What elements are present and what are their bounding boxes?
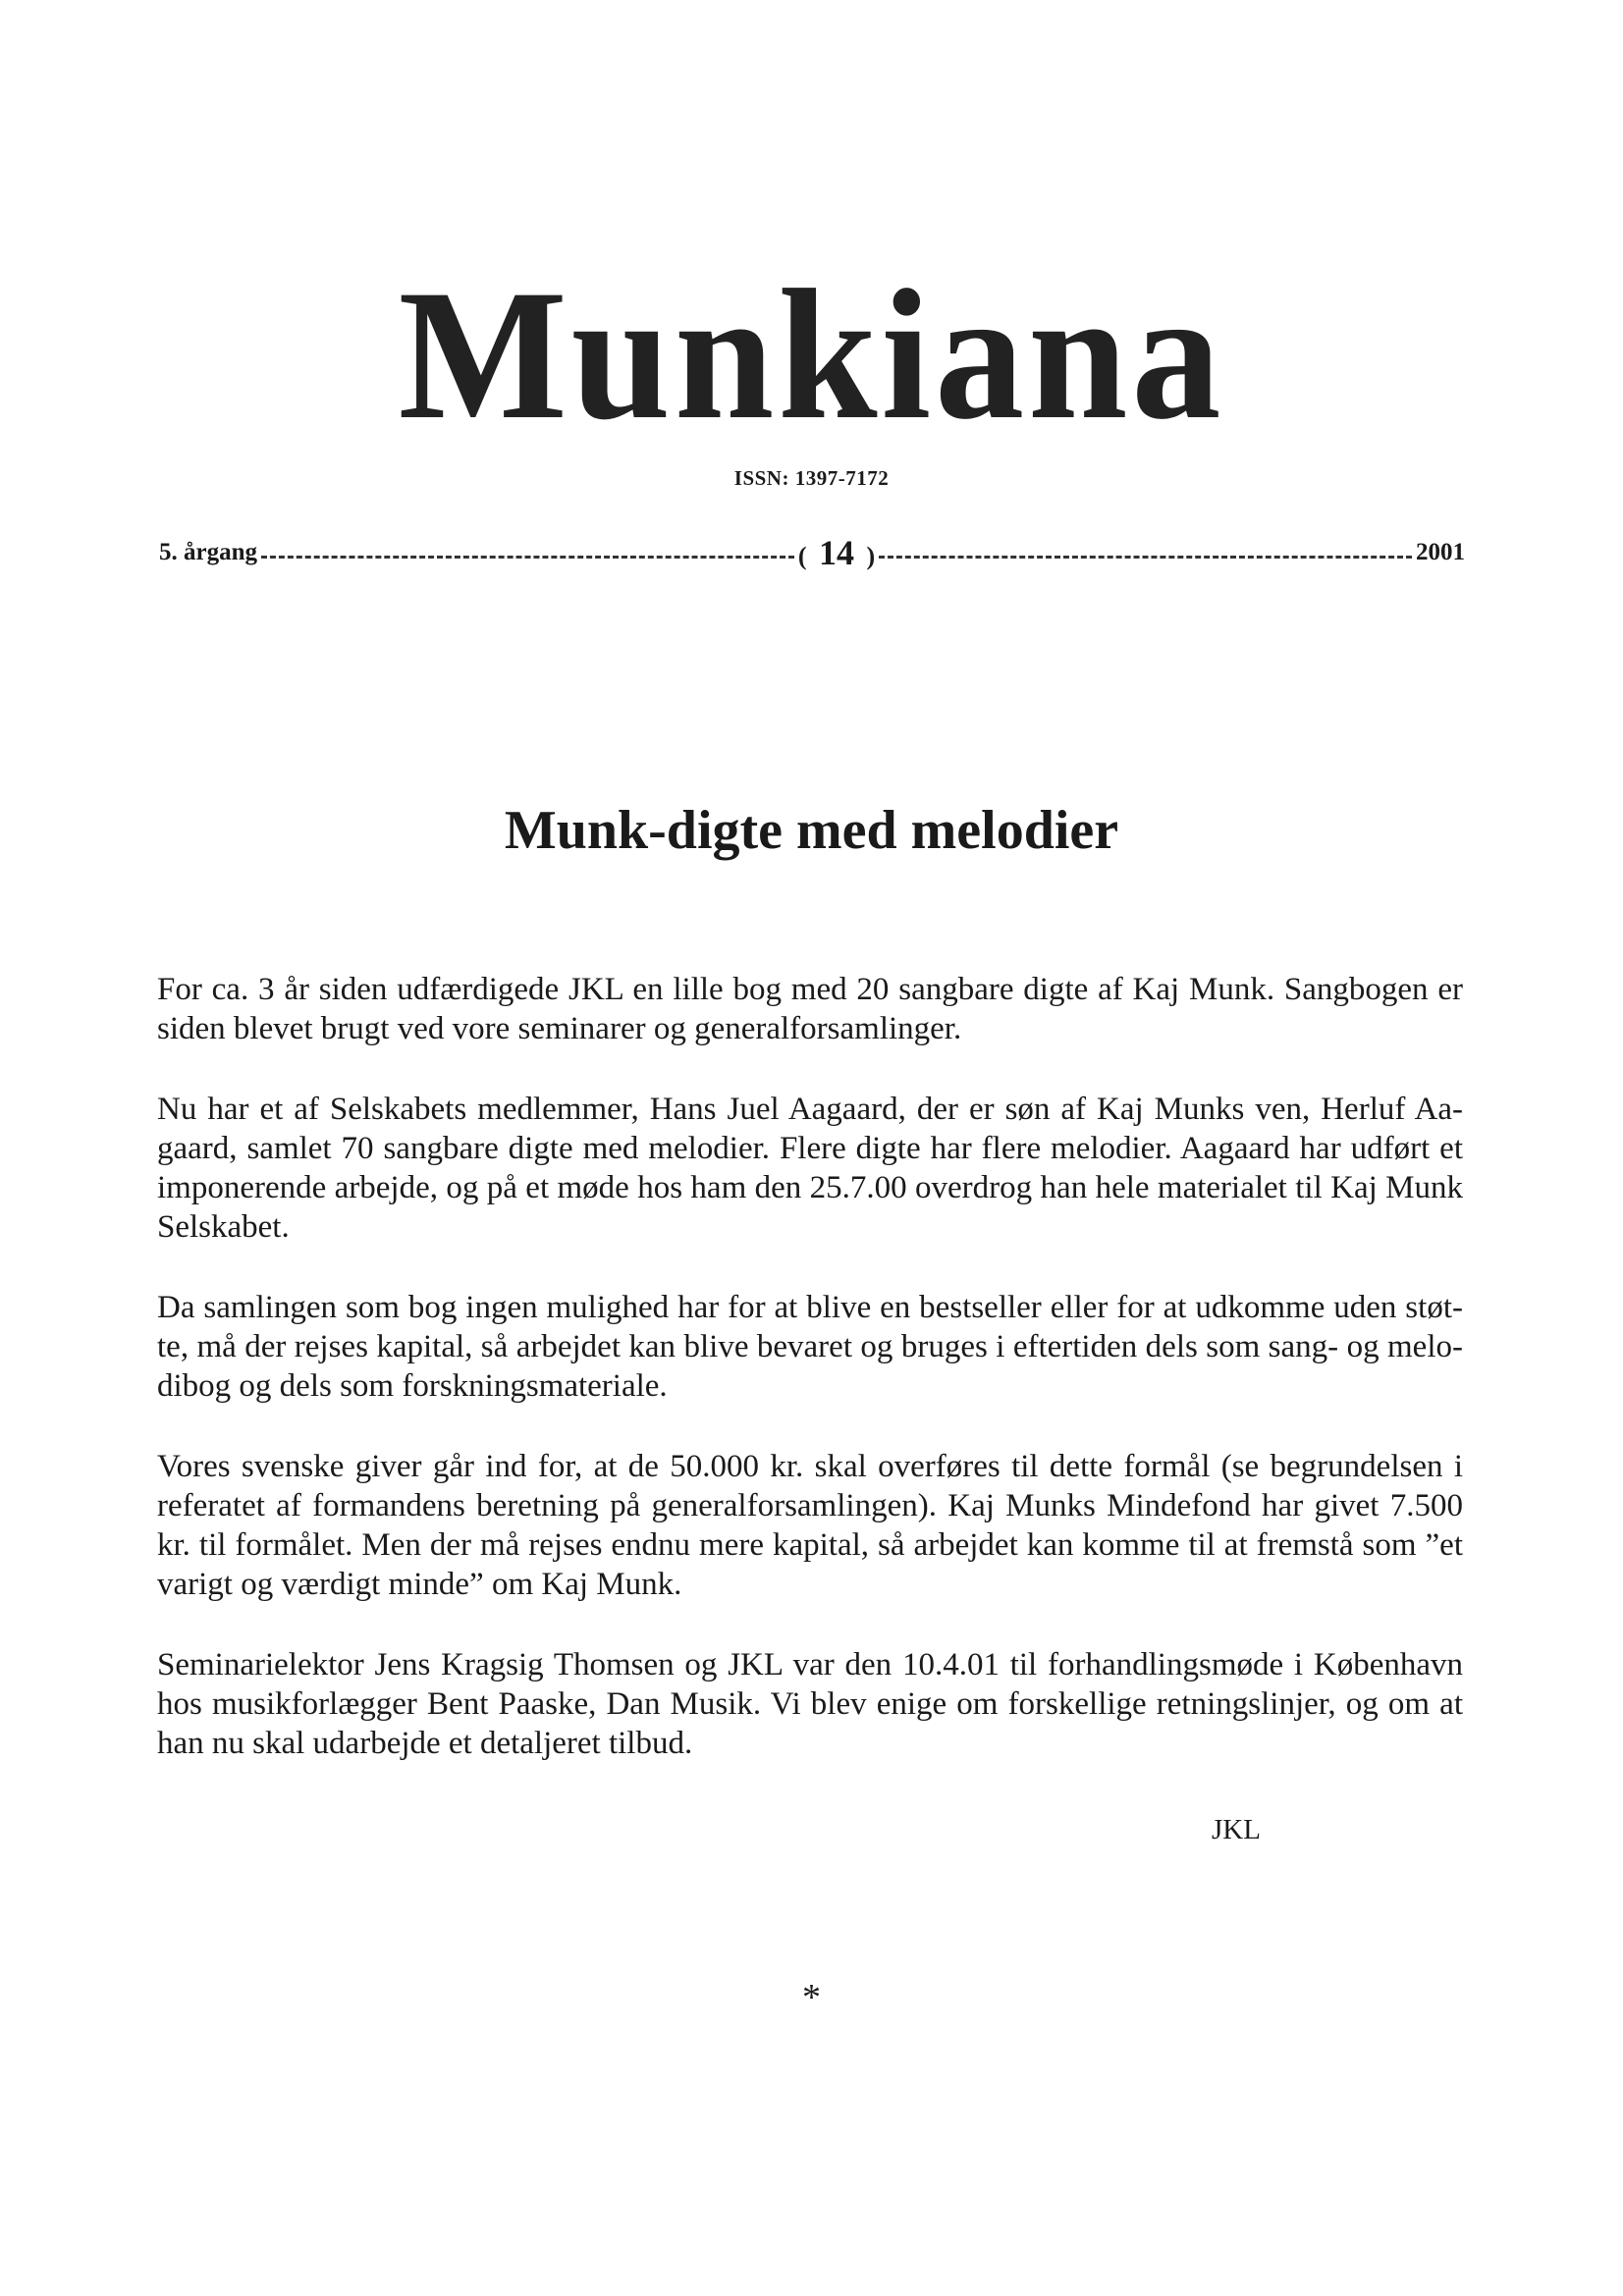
publication-title: Munkiana xyxy=(398,252,1225,458)
volume-label: 5. årgang xyxy=(159,539,257,565)
paragraph: For ca. 3 år siden udfærdigede JKL en lille bog med 20 sangbare digte af Kaj Munk. Sangbogen er siden blevet brugt ved vore seminarer og generalforsamlinger. xyxy=(157,972,1463,1046)
paragraph: Seminarielektor Jens Kragsig Thomsen og JKL var den 10.4.01 til forhandlingsmøde i København hos musikforlægger Bent Paaske, Dan Musik. Vi blev enige om forskellige retningslinjer, og om at han nu skal udarbejde et detaljeret tilbud. xyxy=(157,1647,1463,1761)
author-signature: JKL xyxy=(1212,1814,1261,1845)
dashed-rule-right xyxy=(879,556,1412,559)
issue-close-paren: ) xyxy=(866,542,876,570)
dashed-rule-left xyxy=(261,556,794,559)
article-body xyxy=(157,970,1463,1804)
issue-year: 2001 xyxy=(1416,539,1465,565)
paragraph: Nu har et af Selskabets medlemmer, Hans Juel Aagaard, der er søn af Kaj Munks ven, Herluf Aagaard, samlet 70 sangbare digte med melodier. Flere digte har flere melodier. Aagaard har udført et imponerende arbejde, og på et møde hos ham den 25.7.00 overdrog han hele materialet til Kaj Munk Selskabet. xyxy=(157,1092,1463,1245)
article-heading: Munk-digte med melodier xyxy=(504,800,1119,861)
paragraph: Vores svenske giver går ind for, at de 50.000 kr. skal overføres til dette formål (se begrundelsen i referatet af formandens beretning på generalforsamlingen). Kaj Munks Mindefond har givet 7.500 kr. til formålet. Men der må rejses endnu mere kapital, så arbejdet kan komme til at fremstå som ”et varigt og værdigt minde” om Kaj Munk. xyxy=(157,1449,1463,1602)
issue-number-group xyxy=(798,532,875,573)
issue-line xyxy=(159,528,1465,577)
issn-label: ISSN: 1397-7172 xyxy=(733,466,890,490)
paragraph: Da samlingen som bog ingen mulighed har for at blive en bestseller eller for at udkomme uden støtte, må der rejses kapital, så arbejdet kan blive bevaret og bruges i eftertiden dels som sang- og melodibog og dels som forskningsmateriale. xyxy=(157,1290,1463,1404)
issue-open-paren: ( xyxy=(797,542,807,570)
end-mark: * xyxy=(802,1977,821,2018)
issue-number: 14 xyxy=(819,533,854,572)
